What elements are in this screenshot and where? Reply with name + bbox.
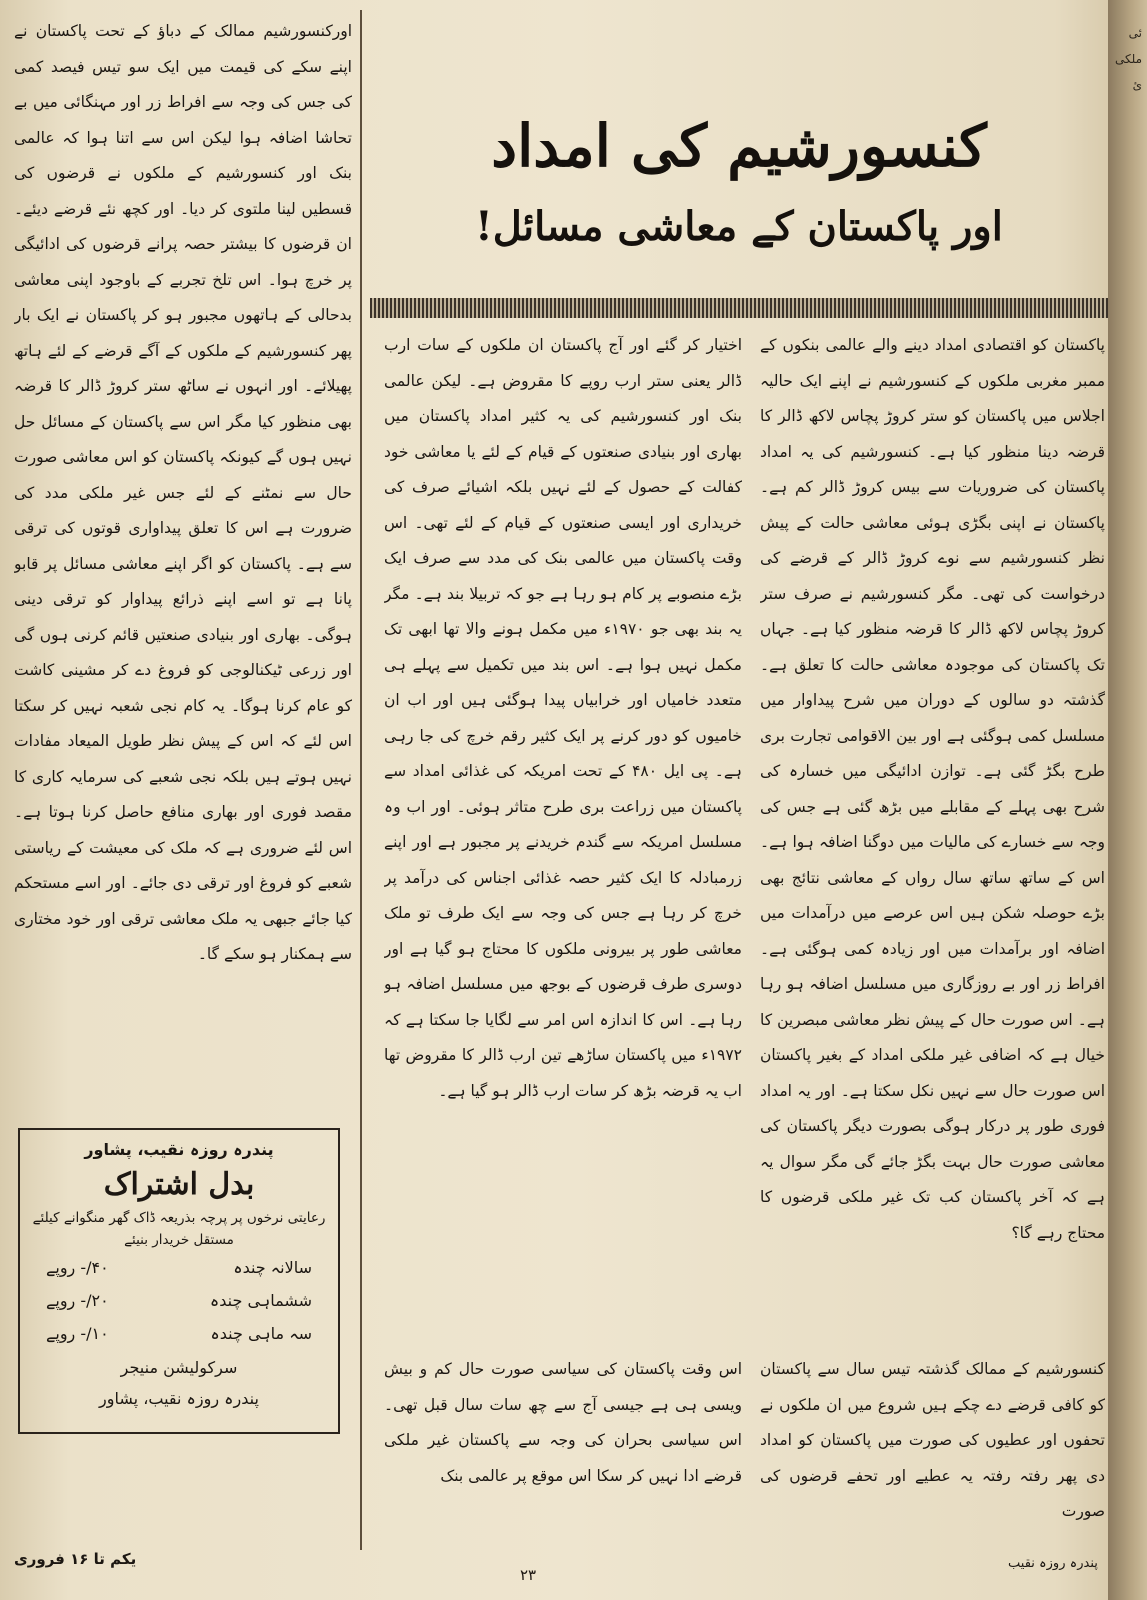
rate-label: سالانہ چندہ (233, 1258, 312, 1277)
circulation-manager: سرکولیشن منیجر (120, 1358, 238, 1377)
subscription-note: رعایتی نرخوں پر پرچہ بذریعہ ڈاک گھر منگوانے کیلئے مستقل خریدار بنیئے (32, 1210, 326, 1248)
subscription-address: پندرہ روزہ نقیب، پشاور (99, 1389, 259, 1408)
page-number: ۲۳ (520, 1566, 537, 1584)
column-divider (360, 10, 362, 1550)
headline: کنسورشیم کی امداد (491, 112, 987, 180)
rate-price: ۱۰/- روپے (46, 1324, 109, 1343)
middle-column-continuation: اس وقت پاکستان کی سیاسی صورت حال کم و بیش ویسی ہی ہے جیسی آج سے چھ سات سال قبل تھی۔ اس سیاسی بحران کی وجہ سے پاکستان غیر ملکی قرضے ادا نہیں کر سکا اس موقع پر عالمی بنک (384, 1360, 742, 1485)
adjacent-page-edge (1108, 0, 1147, 1600)
middle-column-text: اختیار کر گئے اور آج پاکستان ان ملکوں کے سات ارب ڈالر یعنی ستر ارب روپے کا مقروض ہے۔ لیکن عالمی بنک اور کنسورشیم کی یہ کثیر امداد پاکستان میں بھاری اور بنیادی صنعتوں کے قیام کے لئے یا معاشی خود کفالت کے حصول کے لئے نہیں بلکہ اشیائے صرف کی خریداری اور ایسی صنعتوں کے قیام کے لئے تھی۔ اس وقت پاکستان میں عالمی بنک کی مدد سے صرف ایک بڑے منصوبے پر کام ہو رہا ہے جو کہ تربیلا بند ہے۔ مگر یہ بند بھی جو ۱۹۷۰ء میں مکمل ہونے والا تھا ابھی تک مکمل نہیں ہوا ہے۔ اس بند میں تکمیل سے پہلے ہی متعدد خامیاں اور خرابیاں پیدا ہوگئی ہیں اور اب ان خامیوں کو دور کرنے پر ایک کثیر رقم خرچ کی جا رہی ہے۔ پی ایل ۴۸۰ کے تحت امریکہ کی غذائی امداد سے پاکستان میں زراعت بری طرح متاثر ہوئی۔ اور اب وہ مسلسل امریکہ سے گندم خریدنے پر مجبور ہے اور اپنے زرمبادلہ کا ایک کثیر حصہ غذائی اجناس کی درآمد پر خرچ کر رہا ہے جس کی وجہ سے ایک طرف تو ملک معاشی طور پر بیرونی ملکوں کا محتاج ہو گیا ہے اور دوسری طرف قرضوں کے بوجھ میں مسلسل اضافہ ہو رہا ہے۔ اس کا اندازہ اس امر سے لگایا جا سکتا ہے کہ ۱۹۷۲ء میں پاکستان ساڑھے تین ارب ڈالر کا مقروض تھا اب یہ قرضہ بڑھ کر سات ارب ڈالر ہو گیا ہے۔ (384, 336, 742, 1100)
title-rule (370, 298, 1108, 318)
right-column-text: پاکستان کو اقتصادی امداد دینے والے عالمی بنکوں کے ممبر مغربی ملکوں کے کنسورشیم نے اپنے ایک حالیہ اجلاس میں پاکستان کو ستر کروڑ پچاس لاکھ ڈالر کا قرضہ دینا منظور کیا ہے۔ کنسورشیم کی یہ امداد پاکستان کی ضروریات سے بیس کروڑ ڈالر کم ہے۔ پاکستان نے اپنی بگڑی ہوئی معاشی حالت کے پیش نظر کنسورشیم سے نوے کروڑ ڈالر کے قرضے کی درخواست کی تھی۔ مگر کنسورشیم نے صرف ستر کروڑ پچاس لاکھ ڈالر کا قرضہ منظور کیا ہے۔ جہاں تک پاکستان کی موجودہ معاشی حالت کا تعلق ہے۔ گذشتہ دو سالوں کے دوران میں شرح پیداوار میں مسلسل کمی ہوگئی ہے اور بین الاقوامی تجارت بری طرح بگڑ گئی ہے۔ توازن ادائیگی میں خسارہ کی شرح بھی پہلے کے مقابلے میں بڑھ گئی ہے جس کی وجہ سے خسارے کی مالیات میں دوگنا اضافہ ہوا ہے۔ اس کے ساتھ ساتھ سال رواں کے معاشی نتائج بھی بڑے حوصلہ شکن ہیں اس عرصے میں درآمدات میں اضافہ اور برآمدات میں اور زیادہ کمی ہوگئی ہے۔ افراط زر اور بے روزگاری میں مسلسل اضافہ ہو رہا ہے۔ اس صورت حال کے پیش نظر معاشی مبصرین کا خیال ہے کہ اضافی غیر ملکی امداد کے بغیر پاکستان اس صورت حال سے نہیں نکل سکتا ہے۔ اور یہ امداد فوری طور پر درکار ہوگی بصورت دیگر پاکستان کی معاشی صورت حال بہت بگڑ جائے گی مگر سوال یہ ہے کہ آخر پاکستان کب تک غیر ملکی قرضوں کا محتاج رہے گا؟ (760, 336, 1105, 1242)
rate-price: ۴۰/- روپے (46, 1258, 109, 1277)
left-column-text: اورکنسورشیم ممالک کے دباؤ کے تحت پاکستان نے اپنے سکے کی قیمت میں ایک سو تیس فیصد کمی کی جس کی وجہ سے افراط زر اور مہنگائی میں بے تحاشا اضافہ ہوا لیکن اس سے اتنا ہوا کہ عالمی بنک اور کنسورشیم کے ملکوں نے قرضوں کی قسطیں لینا ملتوی کر دیا۔ اور کچھ نئے قرضے دیئے۔ ان قرضوں کا بیشتر حصہ پرانے قرضوں کی ادائیگی پر خرچ ہوا۔ اس تلخ تجربے کے باوجود اپنی معاشی بدحالی کے ہاتھوں مجبور ہو کر پاکستان نے ایک بار پھر کنسورشیم کے ملکوں کے آگے قرضے کے لئے ہاتھ پھیلائے۔ اور انہوں نے ساٹھ ستر کروڑ ڈالر کا قرضہ بھی منظور کیا مگر اس سے پاکستان کے مسائل حل نہیں ہوں گے کیونکہ پاکستان کو اس معاشی صورت حال سے نمٹنے کے لئے جس غیر ملکی مدد کی ضرورت ہے اس کا تعلق پیداواری قوتوں کی ترقی سے ہے۔ پاکستان کو اگر اپنے معاشی مسائل پر قابو پانا ہے تو اسے اپنے ذرائع پیداوار کو ترقی دینی ہوگی۔ بھاری اور بنیادی صنعتیں قائم کرنی ہوں گی اور زرعی ٹیکنالوجی کو فروغ دے کر مشینی کاشت کو عام کرنا ہوگا۔ یہ کام نجی شعبہ نہیں کر سکتا اس لئے کہ اس کے پیش نظر طویل المیعاد مفادات نہیں ہوتے ہیں بلکہ نجی شعبے کی سرمایہ کاری کا مقصد فوری اور بھاری منافع حاصل کرنا ہوتا ہے۔ اس لئے ضروری ہے کہ ملک کی معیشت کے ریاستی شعبے کو فروغ اور ترقی دی جائے۔ اور اسے مستحکم کیا جائے جبھی یہ ملک معاشی ترقی اور خود مختاری سے ہمکنار ہو سکے گا۔ (14, 22, 352, 963)
subscription-box (18, 1128, 340, 1434)
rate-label: سہ ماہی چندہ (210, 1324, 312, 1343)
rate-label: ششماہی چندہ (209, 1291, 312, 1310)
subscription-title: بدل اشتراک (103, 1167, 255, 1202)
rate-row-quarterly (20, 1317, 338, 1350)
footer-publication: پندرہ روزہ نقیب (1008, 1556, 1098, 1571)
subscription-publication: پندرہ روزہ نقیب، پشاور (84, 1140, 274, 1159)
adjacent-page-text: ئی ملکی ئ (1114, 26, 1142, 92)
article-title (370, 100, 1108, 295)
right-column-continuation: کنسورشیم کے ممالک گذشتہ تیس سال سے پاکستان کو کافی قرضے دے چکے ہیں شروع میں ان ملکوں نے تحفوں اور عطیوں کی صورت میں پاکستان کو امداد دی پھر رفتہ رفتہ یہ عطیے اور تحفے قرضوں کی صورت (760, 1360, 1105, 1520)
footer-date: یکم تا ۱۶ فروری (14, 1550, 137, 1568)
rate-price: ۲۰/- روپے (46, 1291, 109, 1310)
rate-row-annual (20, 1251, 338, 1284)
subheadline: اور پاکستان کے معاشی مسائل! (475, 203, 1003, 250)
rate-row-half-yearly (20, 1284, 338, 1317)
